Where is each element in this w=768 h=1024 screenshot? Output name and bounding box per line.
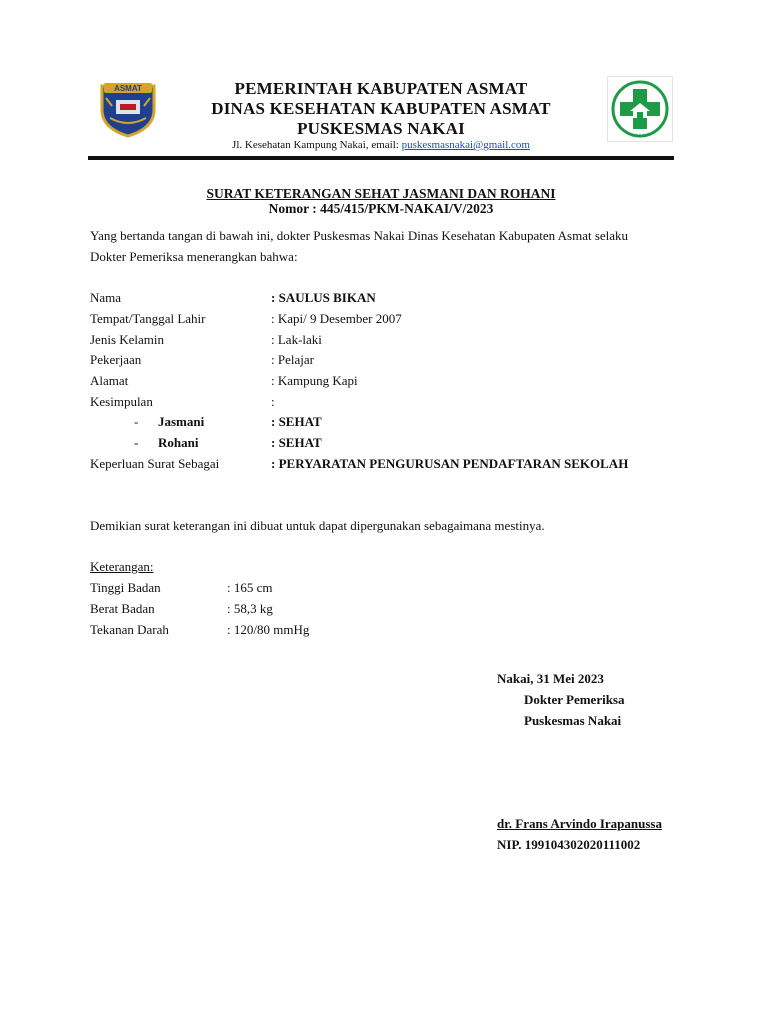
- header-divider: [88, 156, 674, 160]
- field-label: Nama: [90, 290, 122, 305]
- field-value: : SEHAT: [271, 435, 322, 450]
- header-government: PEMERINTAH KABUPATEN ASMAT: [234, 79, 528, 98]
- emblem-text: ASMAT: [114, 84, 142, 93]
- field-label: Alamat: [90, 373, 129, 388]
- note-value: : 165 cm: [227, 580, 273, 595]
- field-value: : Pelajar: [271, 352, 314, 367]
- note-label: Tinggi Badan: [90, 580, 161, 595]
- field-value: : PERYARATAN PENGURUSAN PENDAFTARAN SEKOLAH: [271, 456, 629, 471]
- header-address: [0, 139, 762, 151]
- signature-organization: Puskesmas Nakai: [524, 713, 622, 728]
- signature-role: Dokter Pemeriksa: [524, 692, 625, 707]
- field-label: Jasmani: [158, 414, 205, 429]
- letter-number: Nomor : 445/415/PKM-NAKAI/V/2023: [268, 201, 494, 216]
- signature-nip: NIP. 199104302020111002: [497, 837, 641, 852]
- note-value: : 58,3 kg: [227, 601, 273, 616]
- note-label: Berat Badan: [90, 601, 155, 616]
- intro-line-2: Dokter Pemeriksa menerangkan bahwa:: [90, 249, 298, 264]
- field-label: Kesimpulan: [90, 394, 153, 409]
- closing-statement: Demikian surat keterangan ini dibuat untuk dapat dipergunakan sebagaimana mestinya.: [90, 518, 545, 533]
- header-puskesmas: PUSKESMAS NAKAI: [297, 119, 465, 138]
- header-agency: DINAS KESEHATAN KABUPATEN ASMAT: [211, 99, 551, 118]
- note-value: : 120/80 mmHg: [227, 622, 310, 637]
- field-label: Keperluan Surat Sebagai: [90, 456, 220, 471]
- field-value: : Kampung Kapi: [271, 373, 358, 388]
- letter-title: SURAT KETERANGAN SEHAT JASMANI DAN ROHANI: [206, 186, 556, 201]
- address-text: Jl. Kesehatan Kampung Nakai, email:: [232, 139, 402, 151]
- intro-line-1: Yang bertanda tangan di bawah ini, dokter Puskesmas Nakai Dinas Kesehatan Kabupaten Asmat selaku: [90, 228, 629, 243]
- signature-place-date: Nakai, 31 Mei 2023: [497, 671, 604, 686]
- list-dash: -: [134, 435, 139, 450]
- signature-name: dr. Frans Arvindo Irapanussa: [497, 816, 662, 831]
- list-dash: -: [134, 414, 139, 429]
- field-label: Jenis Kelamin: [90, 332, 165, 347]
- field-label: Rohani: [158, 435, 199, 450]
- field-value: : SEHAT: [271, 414, 322, 429]
- notes-heading: Keterangan:: [90, 559, 154, 574]
- note-label: Tekanan Darah: [90, 622, 169, 637]
- field-label: Pekerjaan: [90, 352, 142, 367]
- field-value: :: [271, 394, 275, 409]
- field-value: : Lak-laki: [271, 332, 322, 347]
- field-value: : SAULUS BIKAN: [271, 290, 376, 305]
- field-label: Tempat/Tanggal Lahir: [90, 311, 206, 326]
- email-link[interactable]: puskesmasnakai@gmail.com: [401, 139, 530, 151]
- field-value: : Kapi/ 9 Desember 2007: [271, 311, 402, 326]
